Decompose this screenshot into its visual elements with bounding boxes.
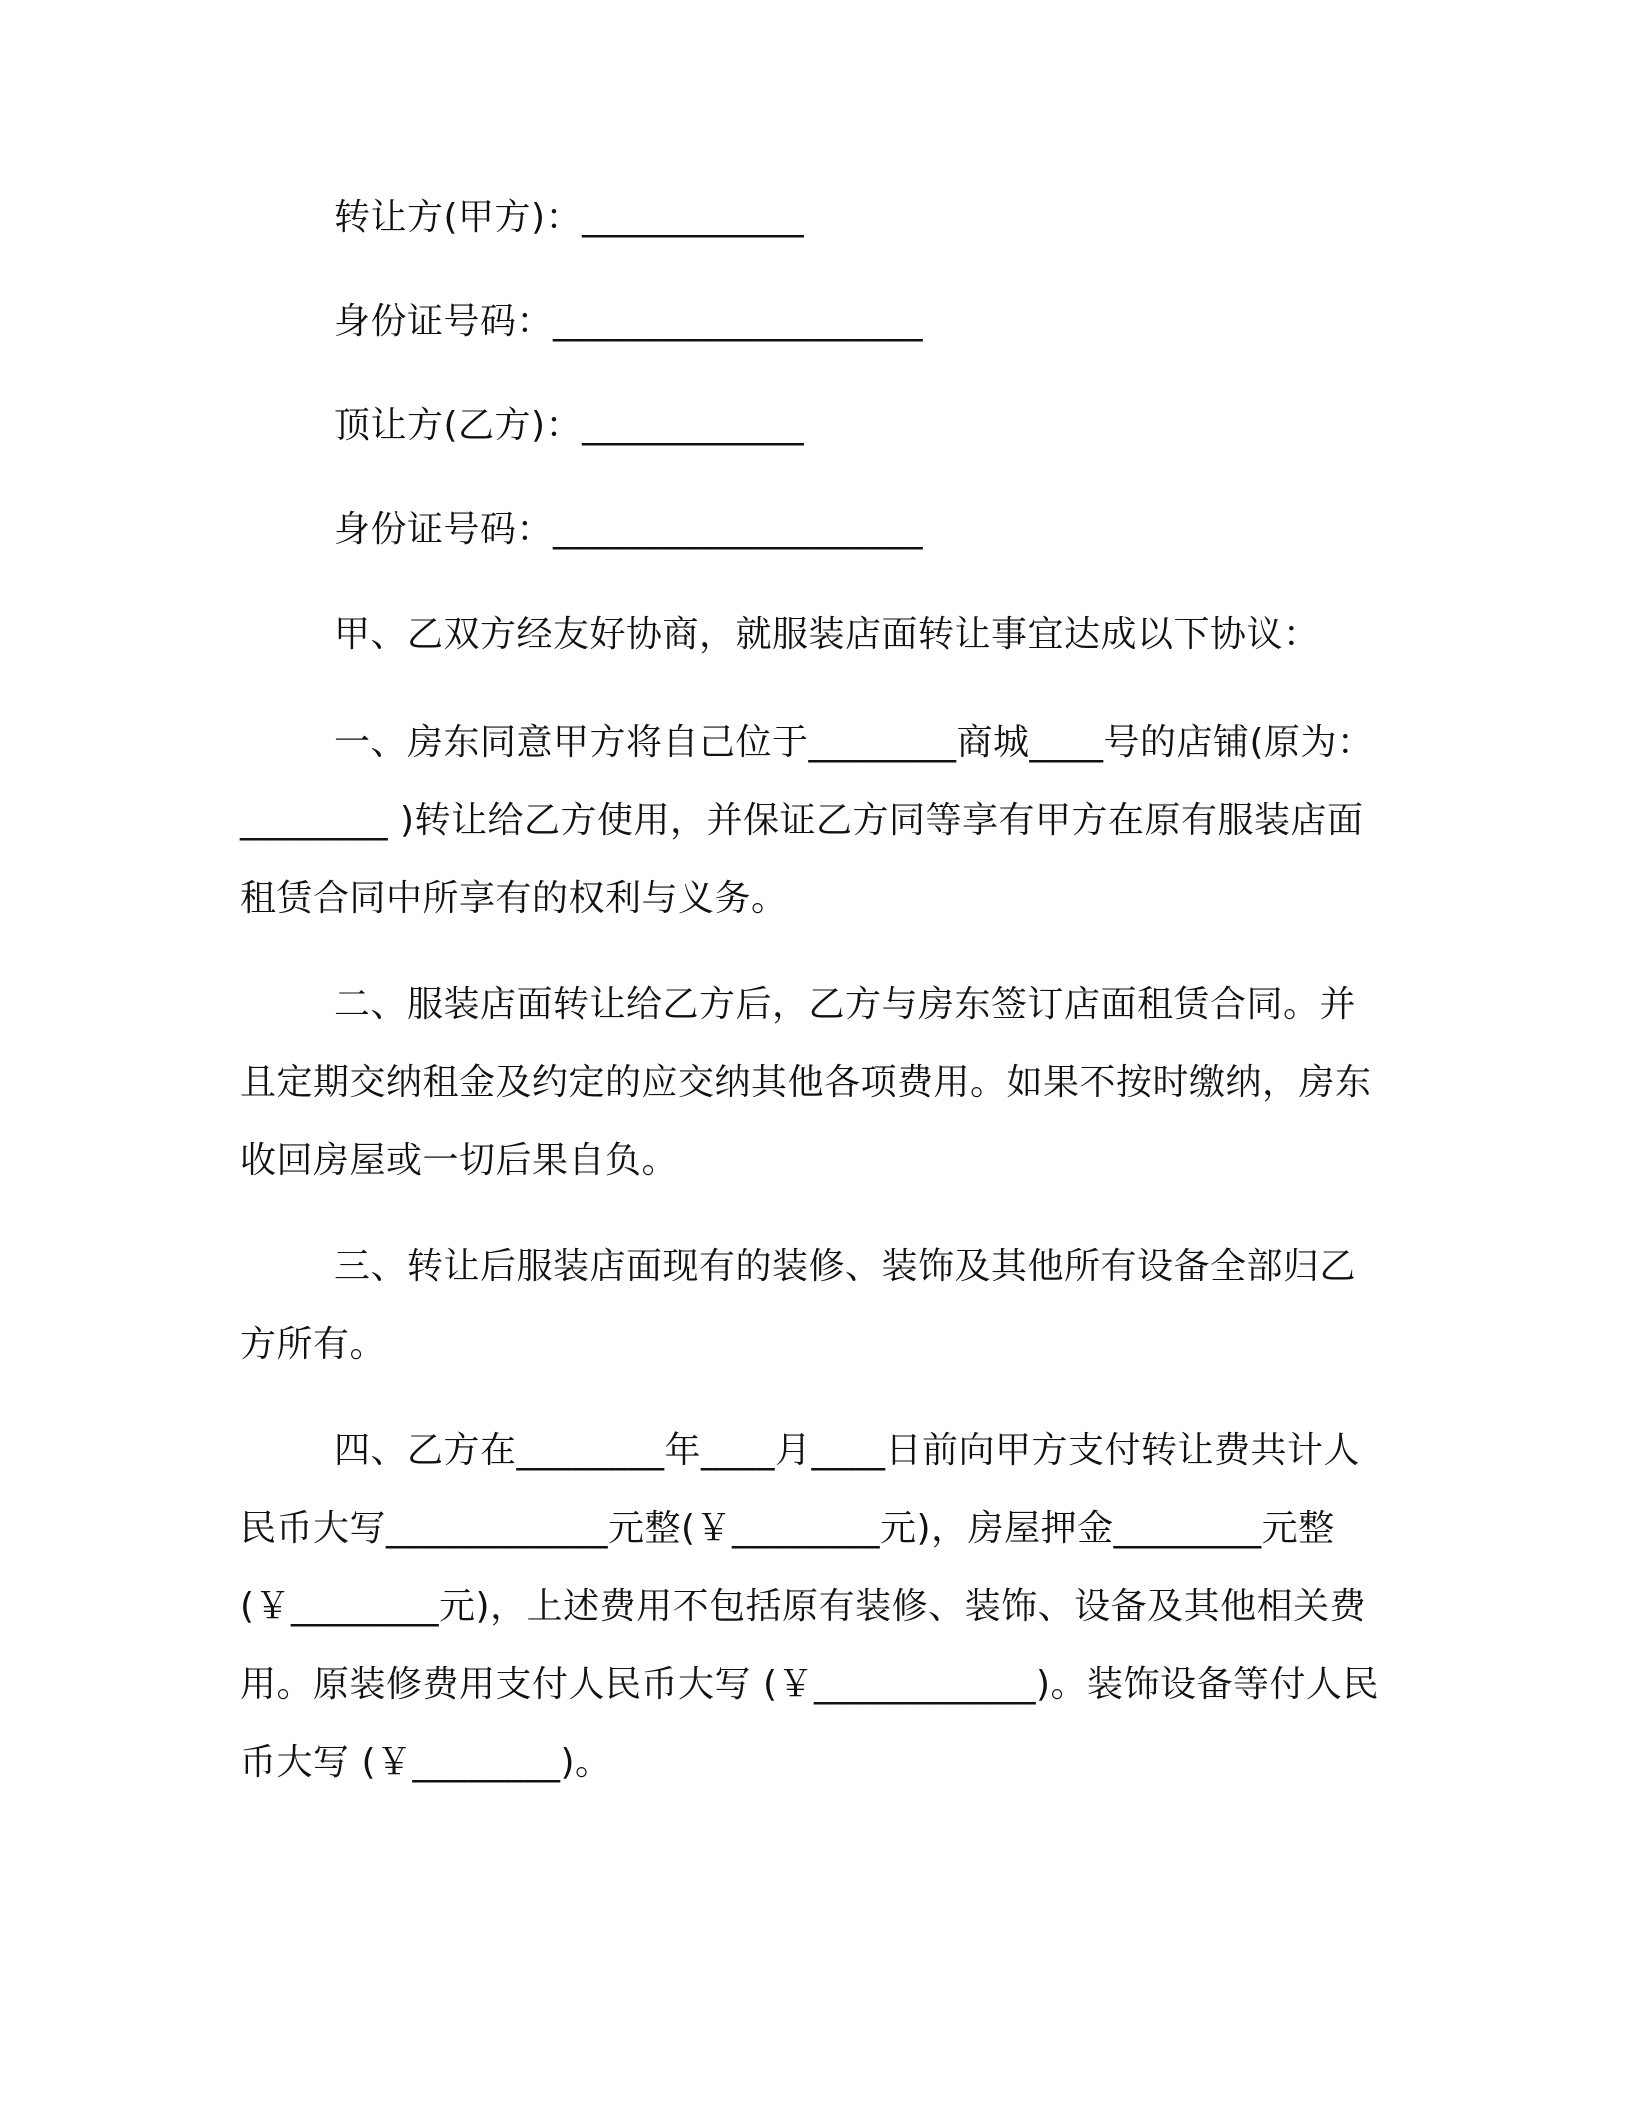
agreement-intro: 甲、乙双方经友好协商，就服装店面转让事宜达成以下协议：	[334, 614, 1320, 655]
transferor-id-label: 身份证号码：	[334, 301, 554, 342]
transferor-blank: ____________	[582, 197, 805, 238]
transferee-field	[240, 386, 1390, 490]
transferee-label: 顶让方(乙方)：	[334, 405, 583, 446]
transferee-id-label: 身份证号码：	[334, 509, 554, 550]
clause-4: 四、乙方在________年____月____日前向甲方支付转让费共计人民币大写____________元整(￥________元)，房屋押金________元整(￥________元)，上述费用不包括原有装修、装饰、设备及其他相关费用。原装修费用支付人民币大写 (￥____________)。装饰设备等付人民币大写 (￥________)。	[240, 1430, 1380, 1783]
transferor-field	[240, 178, 1390, 282]
transferor-id-blank: ____________________	[553, 301, 924, 342]
transferor-id-field	[240, 282, 1390, 386]
transferee-id-blank: ____________________	[553, 509, 924, 550]
transferor-label: 转让方(甲方)：	[334, 197, 583, 238]
transferee-id-field	[240, 490, 1390, 594]
clause-3: 三、转让后服装店面现有的装修、装饰及其他所有设备全部归乙方所有。	[240, 1246, 1357, 1365]
transferee-blank: ____________	[582, 405, 805, 446]
clause-2: 二、服装店面转让给乙方后，乙方与房东签订店面租赁合同。并且定期交纳租金及约定的应交纳其他各项费用。如果不按时缴纳，房东收回房屋或一切后果自负。	[240, 984, 1372, 1181]
document-body	[240, 178, 1390, 1802]
clause-1: 一、房东同意甲方将自己位于________商城____号的店铺(原为：________ )转让给乙方使用，并保证乙方同等享有甲方在原有服装店面租赁合同中所享有的权利与义务。	[240, 722, 1374, 919]
